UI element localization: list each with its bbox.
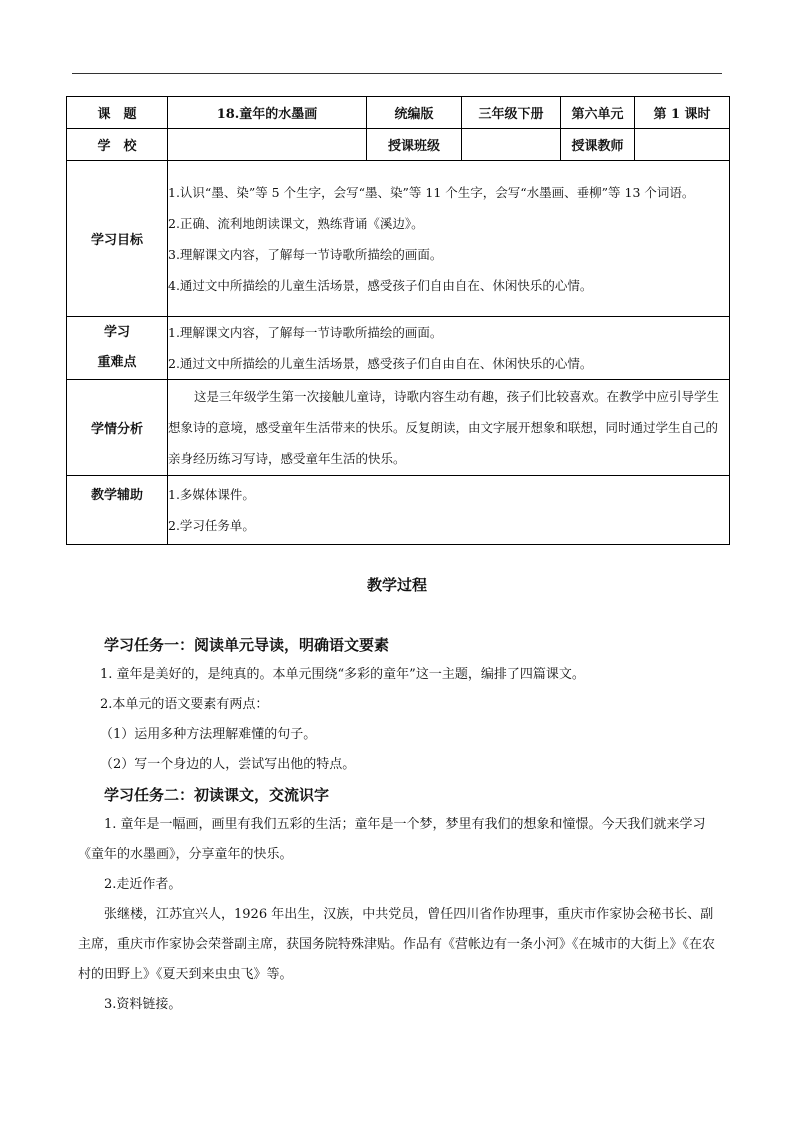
task1-heading: 学习任务一：阅读单元导读，明确语文要素	[104, 636, 390, 654]
task1-item: （2）写一个身边的人，尝试写出他的特点。	[100, 757, 356, 772]
analysis-text: 这是三年级学生第一次接触儿童诗，诗歌内容生动有趣，孩子们比较喜欢。在教学中应引导学生想象诗的意境，感受童年生活带来的快乐。反复朗读，由文字展开想象和联想，同时通过学生自己的亲身经历练习写诗，感受童年生活的快乐。	[168, 389, 720, 466]
aids-label: 教学辅助	[67, 476, 168, 545]
aids-row	[67, 476, 730, 545]
title-label: 课 题	[67, 97, 168, 129]
goals-row	[67, 161, 730, 317]
title-row	[67, 97, 730, 129]
task1-item: 2.本单元的语文要素有两点：	[100, 697, 269, 712]
task1-item: 1. 童年是美好的，是纯真的。本单元围绕“多彩的童年”这一主题，编排了四篇课文。	[100, 667, 585, 682]
aid-line: 1.多媒体课件。	[168, 487, 255, 502]
task2-heading: 学习任务二：初读课文，交流识字	[104, 786, 330, 804]
aids-content	[168, 476, 730, 545]
school-label: 学 校	[67, 129, 168, 161]
difficulty-label-line1: 学习	[103, 325, 130, 340]
task1-item: （1）运用多种方法理解难懂的句子。	[100, 727, 317, 742]
task2-item: 3.资料链接。	[104, 997, 182, 1012]
task2-item: 2.走近作者。	[104, 877, 182, 892]
unit: 第六单元	[561, 97, 635, 129]
school-value	[168, 129, 367, 161]
edition: 统编版	[367, 97, 462, 129]
difficulty-content	[168, 317, 730, 380]
analysis-label: 学情分析	[67, 380, 168, 476]
teacher-label: 授课教师	[561, 129, 635, 161]
school-row	[67, 129, 730, 161]
lesson-plan-table	[66, 96, 730, 545]
class-value	[462, 129, 561, 161]
teacher-value	[635, 129, 730, 161]
goal-line: 2.正确、流利地朗读课文，熟练背诵《溪边》。	[168, 215, 424, 231]
grade: 三年级下册	[462, 97, 561, 129]
process-title: 教学过程	[366, 576, 427, 594]
period: 第 1 课时	[635, 97, 730, 129]
analysis-row	[67, 380, 730, 476]
difficulty-line: 1.理解课文内容，了解每一节诗歌所描绘的画面。	[168, 325, 443, 340]
difficulty-row	[67, 317, 730, 380]
task2-item: 1. 童年是一幅画，画里有我们五彩的生活；童年是一个梦，梦里有我们的想象和憧憬。今天我们就来学习《童年的水墨画》，分享童年的快乐。	[78, 817, 706, 862]
goal-line: 3.理解课文内容，了解每一节诗歌所描绘的画面。	[168, 246, 443, 262]
aid-line: 2.学习任务单。	[168, 518, 255, 533]
goal-line: 1.认识“墨、染”等 5 个生字，会写“墨、染”等 11 个生字，会写“水墨画、垂柳”等 13 个词语。	[168, 184, 695, 200]
lesson-title: 18.童年的水墨画	[168, 97, 367, 129]
difficulty-label-line2: 重难点	[97, 355, 137, 370]
class-label: 授课班级	[367, 129, 462, 161]
header-rule	[72, 73, 722, 74]
difficulty-line: 2.通过文中所描绘的儿童生活场景，感受孩子们自由自在、休闲快乐的心情。	[168, 356, 593, 371]
process-body	[78, 630, 724, 1020]
goal-line: 4.通过文中所描绘的儿童生活场景，感受孩子们自由自在、休闲快乐的心情。	[168, 277, 593, 293]
goals-label: 学习目标	[67, 161, 168, 317]
task2-item: 张继楼，江苏宜兴人，1926 年出生，汉族，中共党员，曾任四川省作协理事，重庆市作家协会秘书长、副主席，重庆市作家协会荣誉副主席，获国务院特殊津贴。作品有《营帐边有一条小河》《在城市的大街上》《在农村的田野上》《夏天到来虫虫飞》等。	[78, 907, 716, 982]
analysis-content	[168, 380, 730, 476]
difficulty-label	[67, 317, 168, 380]
goals-content	[168, 161, 730, 317]
